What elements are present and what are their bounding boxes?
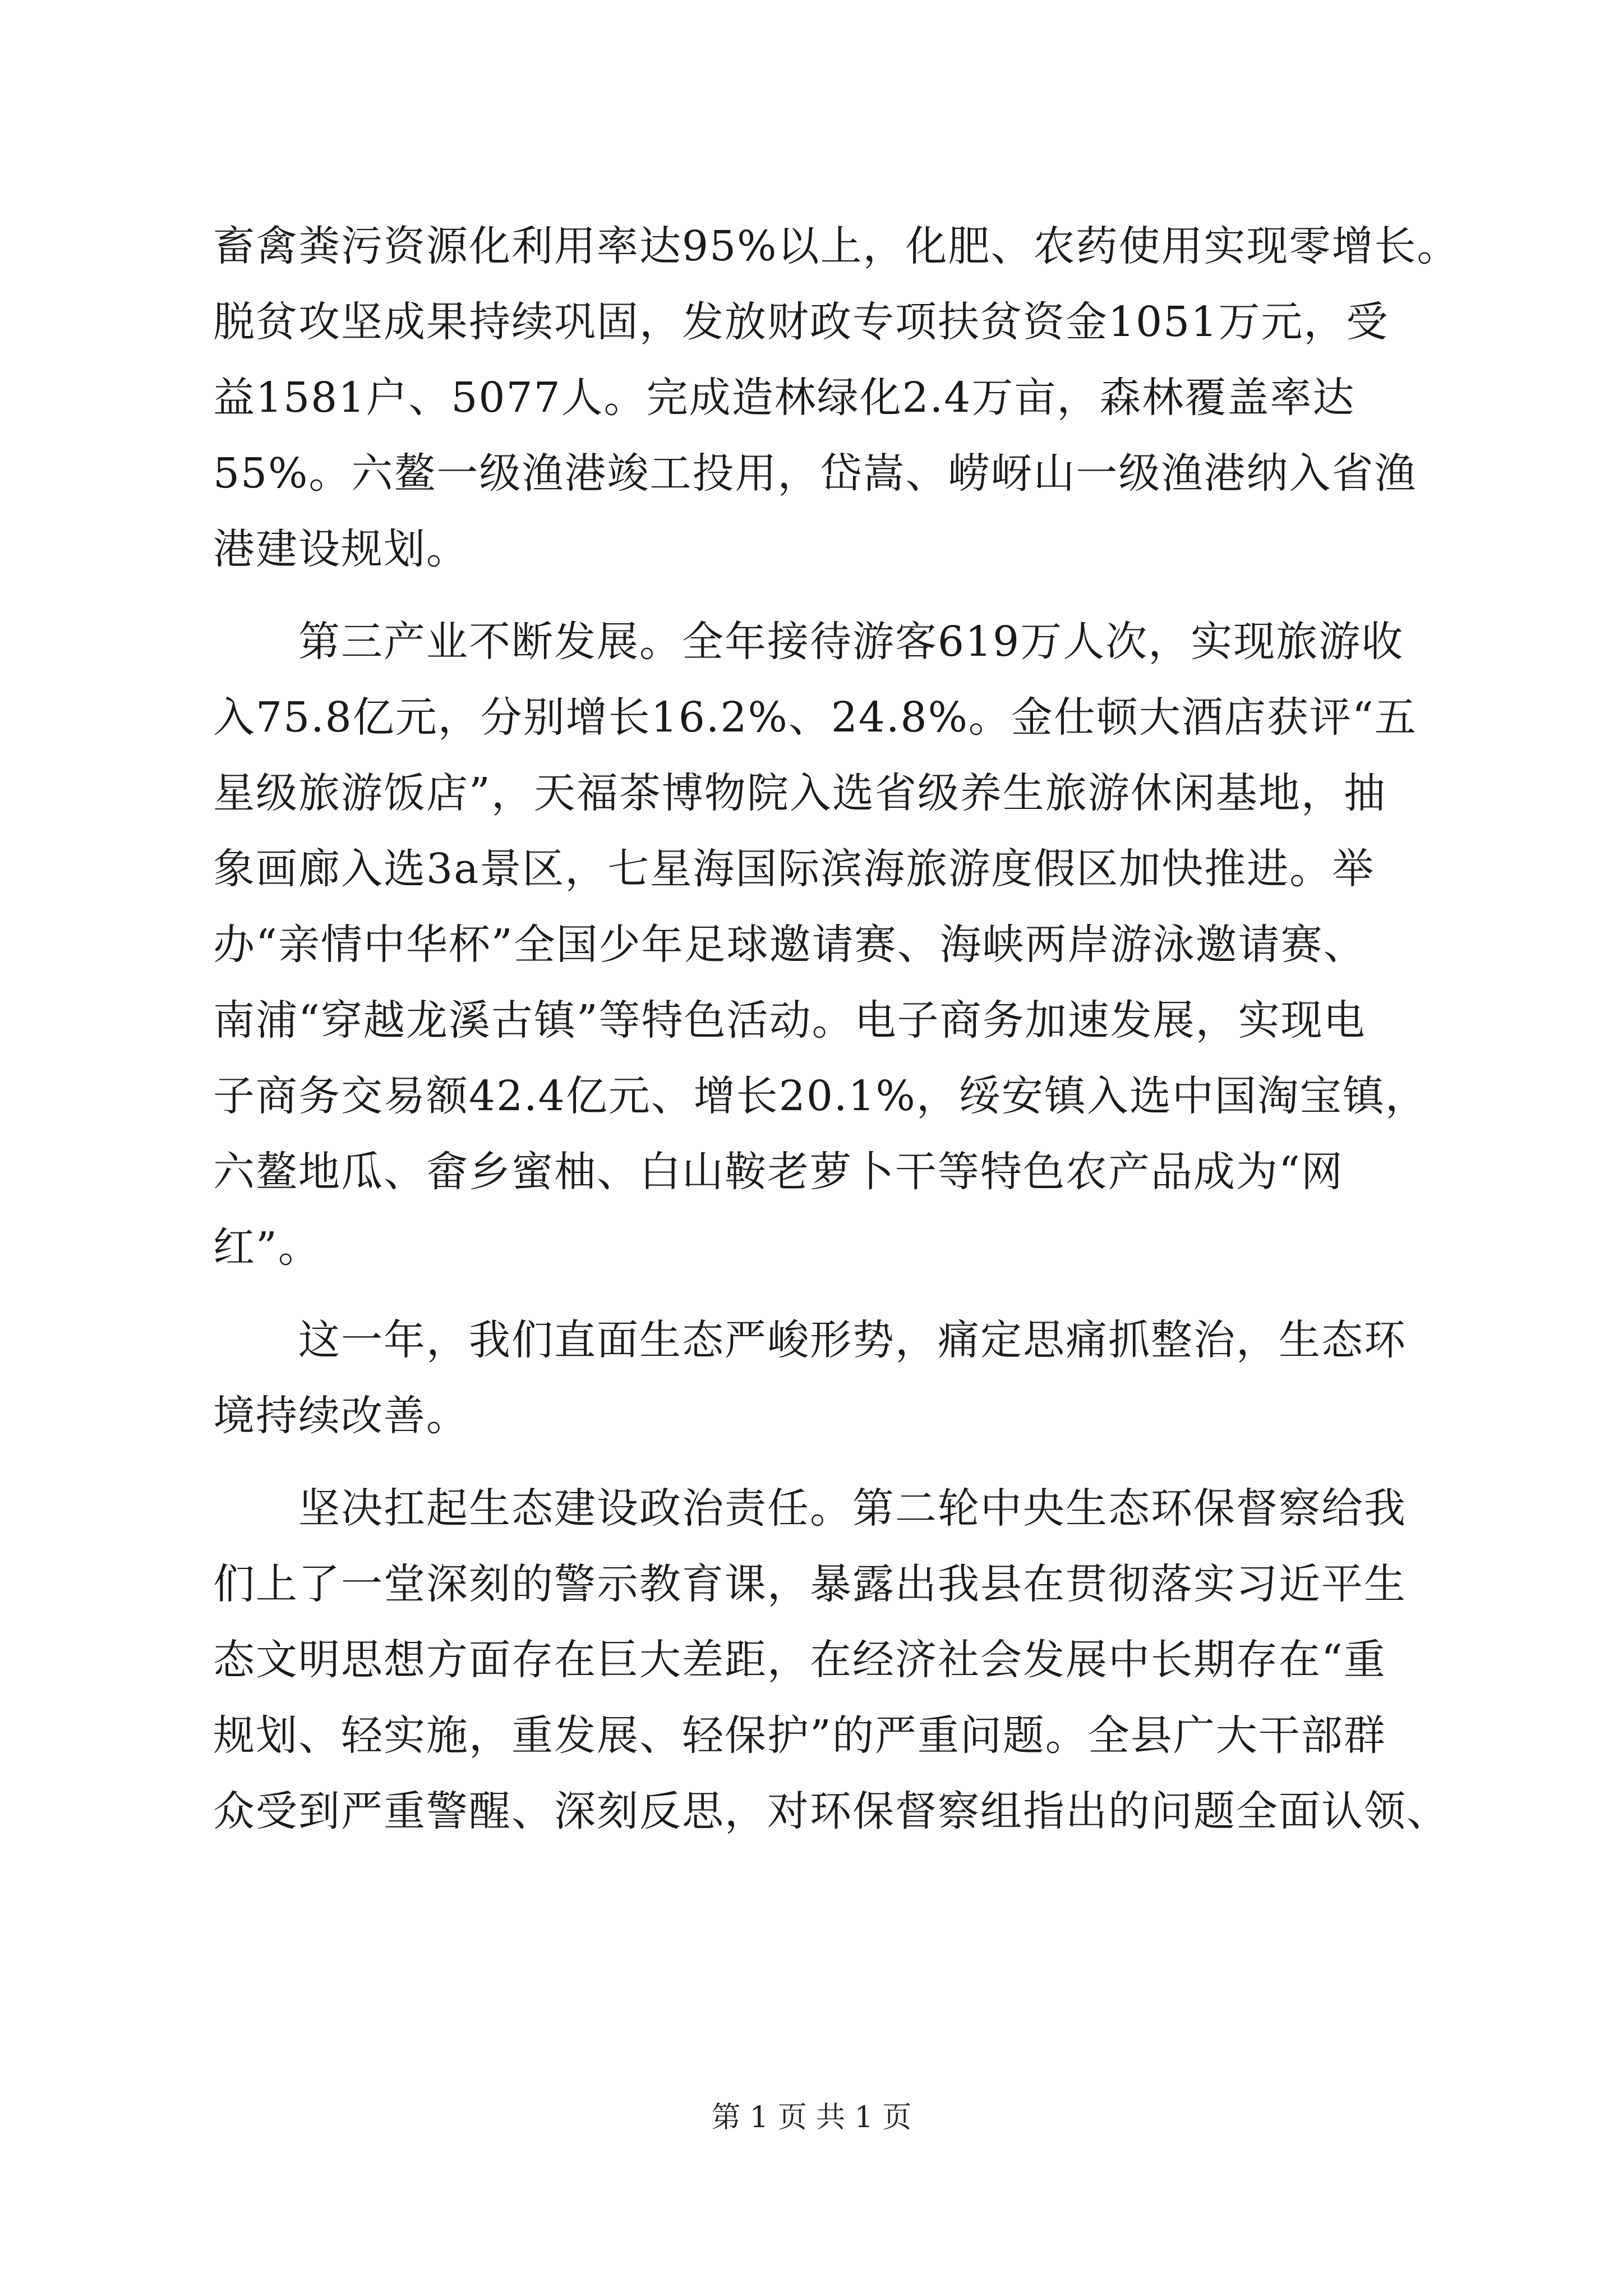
text-line: 象画廊入选3a景区，七星海国际滨海旅游度假区加快推进。举 <box>213 845 1375 893</box>
text-line: 红”。 <box>213 1223 321 1272</box>
text-line: 境持续改善。 <box>213 1392 469 1440</box>
text-line: 脱贫攻坚成果持续巩固，发放财政专项扶贫资金1051万元，受 <box>213 298 1389 346</box>
text-line: 规划、轻实施，重发展、轻保护”的严重问题。全县广大干部群 <box>213 1711 1386 1760</box>
text-line: 坚决扛起生态建设政治责任。第二轮中央生态环保督察给我 <box>213 1484 1407 1533</box>
text-line: 六鳌地瓜、畲乡蜜柚、白山鞍老萝卜干等特色农产品成为“网 <box>213 1148 1344 1196</box>
text-line: 益1581户、5077人。完成造林绿化2.4万亩，森林覆盖率达 <box>213 374 1355 422</box>
page-footer <box>0 2098 1623 2137</box>
paragraph-gap <box>213 587 1419 604</box>
text-line: 55%。六鳌一级渔港竣工投用，岱嵩、崂岈山一级渔港纳入省渔 <box>213 449 1417 498</box>
document-body <box>213 209 1460 1849</box>
paragraph-gap <box>213 1286 1419 1303</box>
text-line: 这一年，我们直面生态严峻形势，痛定思痛抓整治，生态环 <box>213 1316 1407 1364</box>
text-line: 办“亲情中华杯”全国少年足球邀请赛、海峡两岸游泳邀请赛、 <box>213 921 1366 969</box>
text-line: 南浦“穿越龙溪古镇”等特色活动。电子商务加速发展，实现电 <box>213 996 1366 1045</box>
text-line: 态文明思想方面存在巨大差距，在经济社会发展中长期存在“重 <box>213 1636 1386 1684</box>
text-line: 港建设规划。 <box>213 525 469 573</box>
text-line: 众受到严重警醒、深刻反思，对环保督察组指出的问题全面认领、 <box>213 1787 1449 1835</box>
text-line: 入75.8亿元，分别增长16.2%、24.8%。金仕顿大酒店获评“五 <box>213 693 1417 742</box>
text-line: 第三产业不断发展。全年接待游客619万人次，实现旅游收 <box>213 618 1404 666</box>
text-line: 星级旅游饭店”，天福茶博物院入选省级养生旅游休闲基地，抽 <box>213 769 1386 817</box>
text-line: 子商务交易额42.4亿元、增长20.1%，绥安镇入选中国淘宝镇， <box>213 1072 1428 1120</box>
paragraph-gap <box>213 1454 1419 1471</box>
text-line: 们上了一堂深刻的警示教育课，暴露出我县在贯彻落实习近平生 <box>213 1560 1407 1608</box>
page-number-label: 第 1 页 共 1 页 <box>711 2101 912 2134</box>
text-line: 畜禽粪污资源化利用率达95%以上，化肥、农药使用实现零增长。 <box>213 222 1460 270</box>
